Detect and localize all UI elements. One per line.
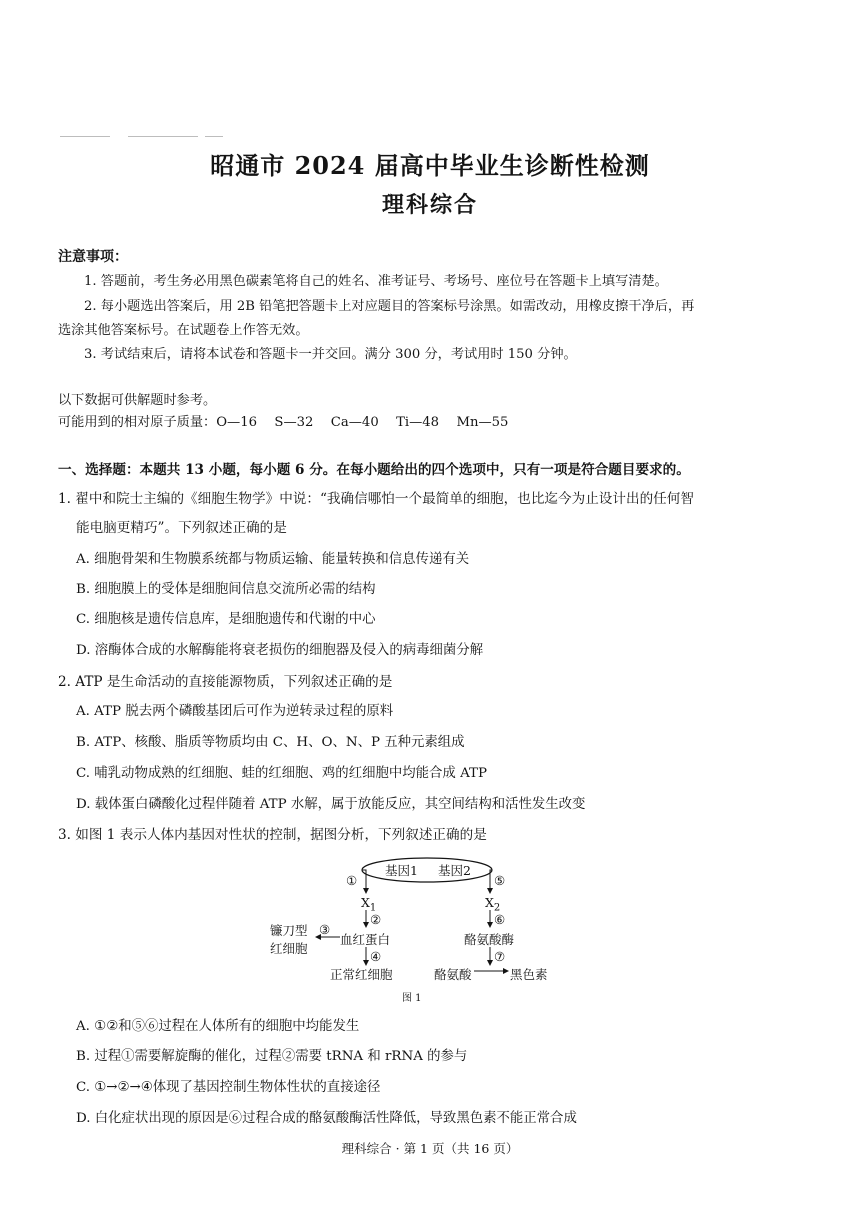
- step-4-label: ④: [370, 949, 382, 964]
- hemoglobin-label: 血红蛋白: [340, 932, 391, 947]
- option-c: C. ①→②→④体现了基因控制生物体性状的直接途径: [76, 1080, 381, 1095]
- step-7-label: ⑦: [494, 949, 506, 964]
- step-1-label: ①: [346, 873, 358, 888]
- option-c: C. 哺乳动物成熟的红细胞、蛙的红细胞、鸡的红细胞中均能合成 ATP: [76, 766, 487, 781]
- melanin-label: 黑色素: [510, 967, 548, 982]
- step-5-label: ⑤: [494, 873, 506, 888]
- step-2-label: ②: [370, 912, 382, 927]
- option-b: B. ATP、核酸、脂质等物质均由 C、H、O、N、P 五种元素组成: [76, 735, 465, 750]
- question-stem: 2. ATP 是生命活动的直接能源物质，下列叙述正确的是: [58, 674, 393, 690]
- x1-label: $X_1$: [361, 895, 377, 914]
- question-stem: 3. 如图 1 表示人体内基因对性状的控制，据图分析，下列叙述正确的是: [58, 827, 487, 843]
- tyrosine-label: 酪氨酸: [434, 967, 472, 982]
- x2-label: $X_2$: [485, 895, 501, 914]
- option-b: B. 过程①需要解旋酶的催化，过程②需要 tRNA 和 rRNA 的参与: [76, 1049, 468, 1064]
- gene-trait-diagram: [250, 855, 590, 1005]
- section-heading: 一、选择题：本题共 13 小题，每小题 6 分。在每小题给出的四个选项中，只有一项是符合题目要求的。: [58, 462, 690, 478]
- option-b: B. 细胞膜上的受体是细胞间信息交流所必需的结构: [76, 582, 376, 597]
- option-a: A. ATP 脱去两个磷酸基团后可作为逆转录过程的原料: [76, 704, 394, 719]
- notice-item: 3. 考试结束后，请将本试卷和答题卡一并交回。满分 300 分，考试用时 150 分钟。: [84, 347, 577, 362]
- option-d: D. 溶酶体合成的水解酶能将衰老损伤的细胞器及侵入的病毒细菌分解: [76, 643, 484, 658]
- step-3-label: ③: [319, 922, 331, 937]
- sickle-cell-label: 镰刀型: [270, 923, 308, 938]
- sickle-cell-label-line2: 红细胞: [270, 941, 308, 956]
- option-d: D. 白化症状出现的原因是⑥过程合成的酪氨酸酶活性降低，导致黑色素不能正常合成: [76, 1111, 577, 1126]
- notice-item: 2. 每小题选出答案后，用 2B 铅笔把答题卡上对应题目的答案标号涂黑。如需改动，用橡皮擦干净后，再: [84, 299, 695, 314]
- option-a: A. 细胞骨架和生物膜系统都与物质运输、能量转换和信息传递有关: [76, 552, 470, 567]
- page-footer: 理科综合 · 第 1 页（共 16 页）: [341, 1141, 519, 1156]
- scan-artifact-line: [60, 136, 110, 137]
- notice-item-continued: 选涂其他答案标号。在试题卷上作答无效。: [58, 323, 309, 338]
- tyrosinase-label: 酪氨酸酶: [464, 932, 515, 947]
- notice-heading: 注意事项：: [58, 249, 128, 265]
- step-6-label: ⑥: [494, 912, 506, 927]
- scan-artifact-line: [128, 136, 198, 137]
- gene-ellipse: [362, 858, 492, 882]
- option-d: D. 载体蛋白磷酸化过程伴随着 ATP 水解，属于放能反应，其空间结构和活性发生改变: [76, 797, 586, 812]
- gene1-label: 基因1: [385, 863, 418, 878]
- question-stem: 1. 翟中和院士主编的《细胞生物学》中说：“我确信哪怕一个最简单的细胞，也比迄今为止设计出的任何智: [58, 491, 694, 507]
- notice-item: 1. 答题前，考生务必用黑色碳素笔将自己的姓名、准考证号、考场号、座位号在答题卡上填写清楚。: [84, 274, 668, 289]
- exam-subtitle: 理科综合: [381, 192, 478, 218]
- scan-artifact-line: [205, 136, 223, 137]
- gene2-label: 基因2: [438, 863, 471, 878]
- atomic-mass-line: 可能用到的相对原子质量：O—16 S—32 Ca—40 Ti—48 Mn—55: [58, 415, 509, 430]
- option-a: A. ①②和⑤⑥过程在人体所有的细胞中均能发生: [76, 1019, 360, 1034]
- figure-caption: 图 1: [402, 993, 422, 1004]
- option-c: C. 细胞核是遗传信息库，是细胞遗传和代谢的中心: [76, 612, 376, 627]
- exam-title: 昭通市 2024 届高中毕业生诊断性检测: [210, 151, 650, 180]
- question-stem-continued: 能电脑更精巧”。下列叙述正确的是: [76, 520, 287, 536]
- normal-rbc-label: 正常红细胞: [330, 967, 393, 982]
- reference-note: 以下数据可供解题时参考。: [58, 393, 217, 408]
